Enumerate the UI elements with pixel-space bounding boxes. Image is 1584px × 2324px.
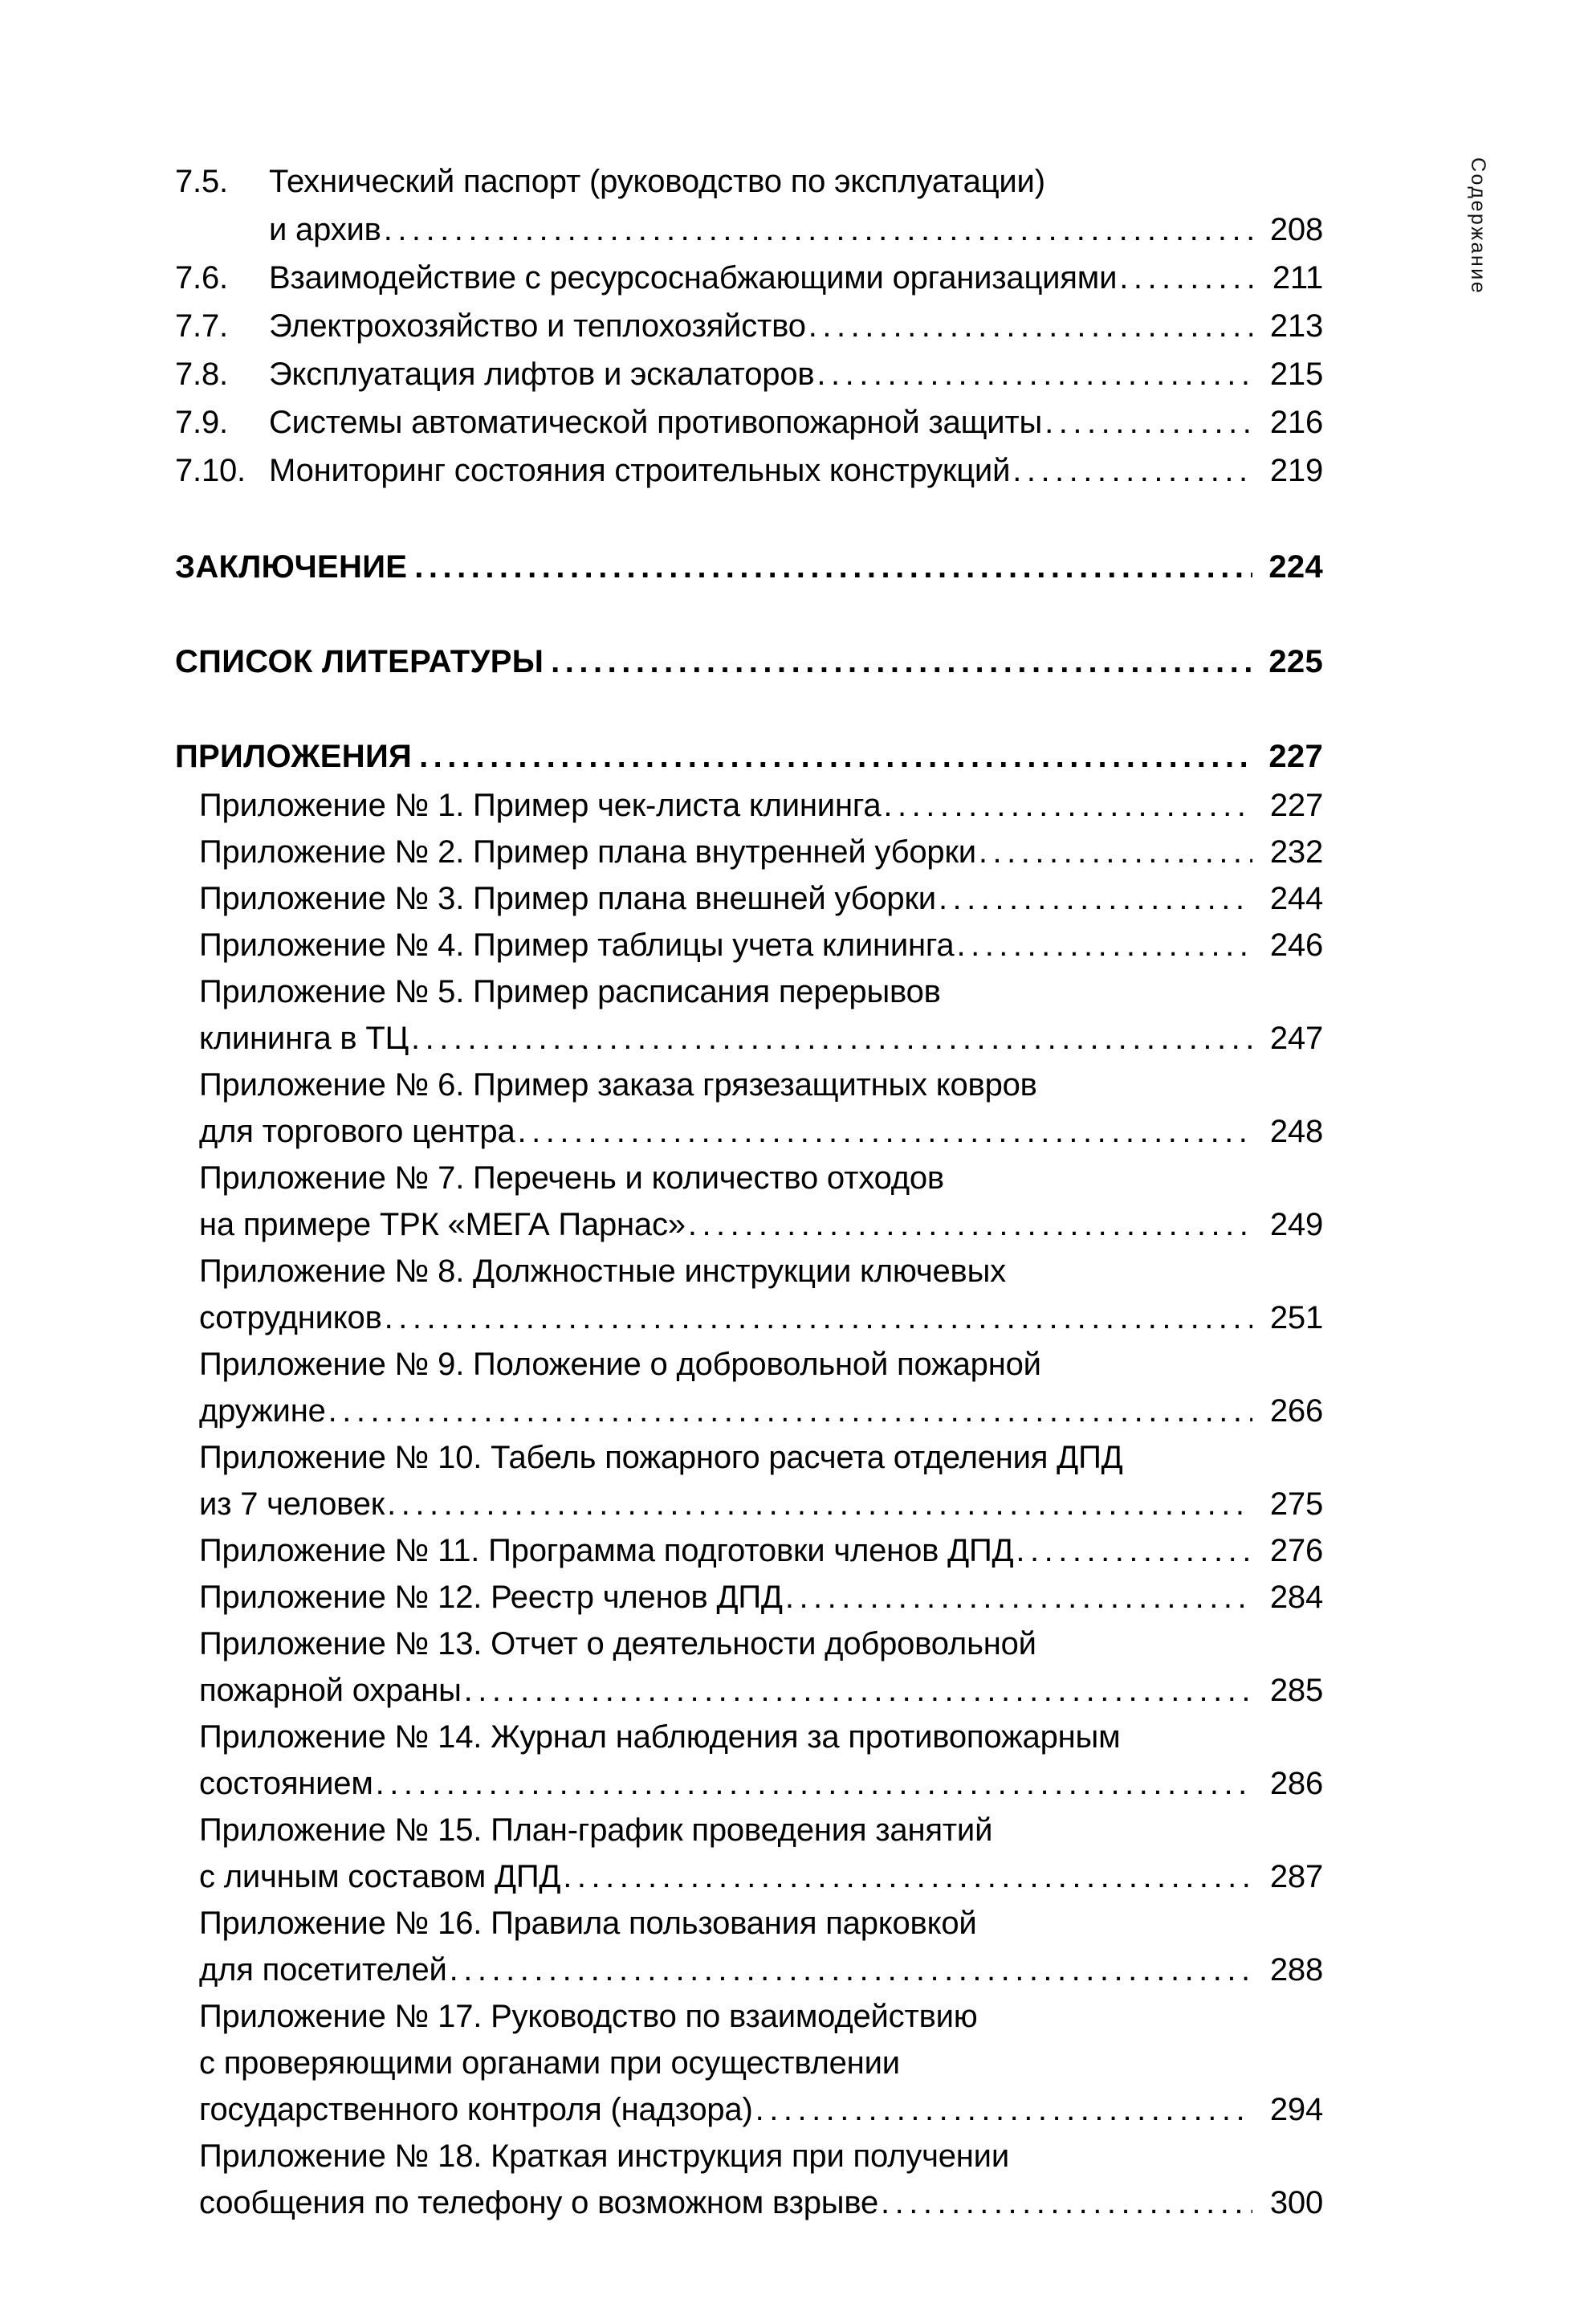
dot-leader <box>387 1481 1252 1527</box>
toc-entry-appendix[interactable] <box>199 1527 1323 1574</box>
spacer <box>175 686 1323 732</box>
appendix-title-line <box>199 1481 1323 1527</box>
section-title-text: Системы автоматической противопожарной защиты <box>269 405 1043 440</box>
appendix-page-number: 284 <box>1269 1580 1323 1615</box>
appendix-title-text: Приложение № 6. Пример заказа грязезащитных ковров <box>199 1067 1037 1103</box>
toc-entry-section[interactable] <box>175 302 1323 350</box>
appendix-page-number: 248 <box>1269 1114 1323 1149</box>
toc-entry-appendix[interactable] <box>199 1341 1323 1434</box>
section-body <box>269 254 1323 302</box>
appendix-title-line <box>199 2086 1323 2133</box>
appendix-page-number: 249 <box>1269 1207 1323 1242</box>
appendix-page-number: 232 <box>1269 834 1323 870</box>
dot-leader <box>956 922 1252 968</box>
appendix-title-line <box>199 1807 1323 1853</box>
section-number: 7.5. <box>175 164 228 199</box>
toc-entry-appendix[interactable] <box>199 1714 1323 1807</box>
section-page-number: 219 <box>1269 453 1323 488</box>
dot-leader <box>450 1947 1252 1993</box>
section-page-number: 216 <box>1269 405 1323 440</box>
appendix-title-line <box>199 1062 1323 1108</box>
appendix-title-text: из 7 человек <box>199 1486 385 1522</box>
dot-leader <box>376 1760 1252 1807</box>
appendix-page-number: 285 <box>1269 1673 1323 1708</box>
dot-leader <box>414 543 1252 591</box>
section-body <box>269 157 1323 254</box>
appendix-title-line <box>199 1388 1323 1434</box>
section-page-number: 213 <box>1269 308 1323 344</box>
section-number: 7.6. <box>175 260 228 296</box>
appendix-page-number: 227 <box>1269 788 1323 823</box>
toc-entry-appendix[interactable] <box>199 875 1323 922</box>
section-body <box>269 398 1323 446</box>
appendix-title-text: Приложение № 3. Пример плана внешней уборки <box>199 881 936 916</box>
toc-entry-appendix[interactable] <box>199 1900 1323 1993</box>
section-title-line <box>269 350 1323 398</box>
appendix-page-number: 294 <box>1269 2092 1323 2127</box>
appendix-page-number: 246 <box>1269 928 1323 963</box>
appendix-page-number: 275 <box>1269 1486 1323 1522</box>
appendix-title-text: Приложение № 13. Отчет о деятельности добровольной <box>199 1626 1036 1661</box>
dot-leader <box>881 2179 1252 2226</box>
toc-entry-appendix[interactable] <box>199 1248 1323 1341</box>
section-body <box>269 302 1323 350</box>
appendix-page-number: 288 <box>1269 1952 1323 1988</box>
toc-entry-appendix[interactable] <box>199 1062 1323 1155</box>
appendix-title-text: Приложение № 16. Правила пользования парковкой <box>199 1906 977 1941</box>
appendix-title-line <box>199 968 1323 1015</box>
dot-leader <box>518 1108 1252 1155</box>
appendix-title-text: для посетителей <box>199 1952 447 1988</box>
appendix-title-line <box>199 1714 1323 1760</box>
appendix-title-line <box>199 1341 1323 1388</box>
dot-leader <box>939 875 1252 922</box>
references-label: СПИСОК ЛИТЕРАТУРЫ <box>175 644 544 679</box>
appendix-page-number: 287 <box>1269 1859 1323 1894</box>
section-title-line <box>269 254 1323 302</box>
appendix-title-line <box>199 782 1323 829</box>
dot-leader <box>384 206 1252 254</box>
appendix-title-line <box>199 875 1323 922</box>
appendix-title-line <box>199 922 1323 968</box>
appendix-title-line <box>199 829 1323 875</box>
dot-leader <box>808 302 1252 350</box>
section-title-text: Технический паспорт (руководство по эксплуатации) <box>269 164 1045 199</box>
appendix-title-text: Приложение № 9. Положение о добровольной пожарной <box>199 1347 1041 1382</box>
dot-leader <box>883 782 1252 829</box>
dot-leader <box>411 1015 1252 1062</box>
dot-leader <box>816 350 1252 398</box>
appendix-title-text: государственного контроля (надзора) <box>199 2092 753 2127</box>
section-page-number: 211 <box>1272 260 1323 296</box>
appendix-title-text: Приложение № 12. Реестр членов ДПД <box>199 1580 783 1615</box>
dot-leader <box>1119 254 1252 302</box>
appendix-title-text: сотрудников <box>199 1300 382 1335</box>
numbered-section-list <box>175 157 1323 495</box>
appendix-title-line <box>199 1527 1323 1574</box>
dot-leader <box>1044 398 1252 446</box>
toc-entry-appendix[interactable] <box>199 1434 1323 1527</box>
appendix-title-text: дружине <box>199 1393 326 1429</box>
toc-entry-appendix[interactable] <box>199 968 1323 1062</box>
toc-entry-appendix[interactable] <box>199 782 1323 829</box>
section-title-text: Электрохозяйство и теплохозяйство <box>269 308 806 344</box>
appendix-page-number: 251 <box>1269 1300 1323 1335</box>
toc-entry-appendix[interactable] <box>199 1574 1323 1621</box>
appendix-title-text: Приложение № 1. Пример чек-листа клининга <box>199 788 882 823</box>
references-page: 225 <box>1268 644 1323 679</box>
appendix-title-line <box>199 1993 1323 2040</box>
appendix-title-line <box>199 1667 1323 1714</box>
appendix-title-line <box>199 1248 1323 1295</box>
appendix-page-number: 247 <box>1269 1021 1323 1056</box>
section-number: 7.8. <box>175 357 228 392</box>
section-title-text: и архив <box>269 212 381 247</box>
appendix-title-line <box>199 1947 1323 1993</box>
section-title-text: Мониторинг состояния строительных конструкций <box>269 453 1011 488</box>
conclusion-label: ЗАКЛЮЧЕНИЕ <box>175 549 408 585</box>
appendix-title-text: Приложение № 4. Пример таблицы учета клининга <box>199 928 955 963</box>
appendix-title-line <box>199 1295 1323 1341</box>
section-title-line <box>269 398 1323 446</box>
appendices-page: 227 <box>1268 739 1323 774</box>
section-number: 7.10. <box>175 453 246 488</box>
dot-leader <box>419 732 1252 781</box>
toc-entry-appendices[interactable] <box>175 732 1323 781</box>
toc-entry-appendix[interactable] <box>199 922 1323 968</box>
dot-leader <box>385 1295 1252 1341</box>
toc-entry-appendix[interactable] <box>199 1621 1323 1714</box>
appendix-title-text: Приложение № 17. Руководство по взаимодействию <box>199 1999 978 2034</box>
appendix-title-text: пожарной охраны <box>199 1673 462 1708</box>
dot-leader <box>1012 446 1252 495</box>
section-page-number: 208 <box>1269 212 1323 247</box>
appendix-title-line <box>199 1900 1323 1947</box>
appendix-title-line <box>199 2040 1323 2086</box>
section-number: 7.9. <box>175 405 228 440</box>
appendix-title-line <box>199 1574 1323 1621</box>
toc-entry-appendix[interactable] <box>199 829 1323 875</box>
appendix-title-line <box>199 1853 1323 1900</box>
conclusion-page: 224 <box>1268 549 1323 585</box>
toc-entry-conclusion[interactable] <box>175 543 1323 591</box>
dot-leader <box>688 1201 1252 1248</box>
section-title-line <box>269 157 1323 206</box>
running-header-contents: Содержание <box>1467 157 1489 296</box>
dot-leader <box>785 1574 1252 1621</box>
appendix-title-text: Приложение № 15. План-график проведения занятий <box>199 1812 993 1848</box>
section-title-text: Взаимодействие с ресурсоснабжающими организациями <box>269 260 1118 296</box>
appendices-label: ПРИЛОЖЕНИЯ <box>175 739 413 774</box>
appendix-title-line <box>199 1201 1323 1248</box>
appendix-page-number: 286 <box>1269 1766 1323 1801</box>
section-number: 7.7. <box>175 308 228 344</box>
toc-entry-section[interactable] <box>175 350 1323 398</box>
section-title-text: Эксплуатация лифтов и эскалаторов <box>269 357 815 392</box>
spacer <box>175 495 1323 543</box>
appendix-title-text: Приложение № 11. Программа подготовки членов ДПД <box>199 1533 1014 1568</box>
appendix-title-text: Приложение № 2. Пример плана внутренней уборки <box>199 834 976 870</box>
appendix-title-line <box>199 1621 1323 1667</box>
table-of-contents <box>175 157 1323 2226</box>
dot-leader <box>464 1667 1252 1714</box>
appendix-title-line <box>199 2133 1323 2179</box>
toc-entry-section[interactable] <box>175 157 1323 254</box>
toc-entry-section[interactable] <box>175 398 1323 446</box>
section-body <box>269 350 1323 398</box>
section-title-line <box>269 206 1323 254</box>
appendix-entry-list <box>199 782 1323 2226</box>
dot-leader <box>979 829 1252 875</box>
appendix-title-line <box>199 1434 1323 1481</box>
appendix-title-text: Приложение № 10. Табель пожарного расчета отделения ДПД <box>199 1440 1123 1475</box>
dot-leader <box>1016 1527 1252 1574</box>
appendix-title-line <box>199 1760 1323 1807</box>
section-page-number: 215 <box>1269 357 1323 392</box>
dot-leader <box>551 638 1252 686</box>
appendix-title-text: Приложение № 18. Краткая инструкция при получении <box>199 2138 1009 2174</box>
toc-entry-appendix[interactable] <box>199 2133 1323 2226</box>
toc-entry-appendix[interactable] <box>199 1993 1323 2133</box>
appendix-title-text: для торгового центра <box>199 1114 515 1149</box>
appendix-title-line <box>199 1108 1323 1155</box>
appendix-title-text: Приложение № 8. Должностные инструкции ключевых <box>199 1254 1006 1289</box>
toc-entry-section[interactable] <box>175 254 1323 302</box>
toc-entry-section[interactable] <box>175 446 1323 495</box>
appendix-title-text: Приложение № 14. Журнал наблюдения за противопожарным <box>199 1719 1121 1755</box>
toc-entry-appendix[interactable] <box>199 1155 1323 1248</box>
appendix-title-text: с личным составом ДПД <box>199 1859 561 1894</box>
section-title-line <box>269 302 1323 350</box>
appendix-title-text: Приложение № 7. Перечень и количество отходов <box>199 1160 944 1196</box>
spacer <box>175 591 1323 638</box>
toc-entry-references[interactable] <box>175 638 1323 686</box>
appendix-page-number: 276 <box>1269 1533 1323 1568</box>
appendix-title-text: клининга в ТЦ <box>199 1021 409 1056</box>
appendix-page-number: 300 <box>1269 2185 1323 2220</box>
appendix-title-text: сообщения по телефону о возможном взрыве <box>199 2185 879 2220</box>
appendix-title-line <box>199 2179 1323 2226</box>
appendix-title-line <box>199 1155 1323 1201</box>
appendix-title-text: состоянием <box>199 1766 373 1801</box>
appendix-title-line <box>199 1015 1323 1062</box>
dot-leader <box>563 1853 1252 1900</box>
appendix-title-text: Приложение № 5. Пример расписания перерывов <box>199 974 941 1009</box>
toc-entry-appendix[interactable] <box>199 1807 1323 1900</box>
dot-leader <box>755 2086 1252 2133</box>
dot-leader <box>328 1388 1252 1434</box>
appendix-page-number: 266 <box>1269 1393 1323 1429</box>
appendix-page-number: 244 <box>1269 881 1323 916</box>
appendix-title-text: с проверяющими органами при осуществлении <box>199 2045 900 2081</box>
appendix-title-text: на примере ТРК «МЕГА Парнас» <box>199 1207 686 1242</box>
section-title-line <box>269 446 1323 495</box>
section-body <box>269 446 1323 495</box>
